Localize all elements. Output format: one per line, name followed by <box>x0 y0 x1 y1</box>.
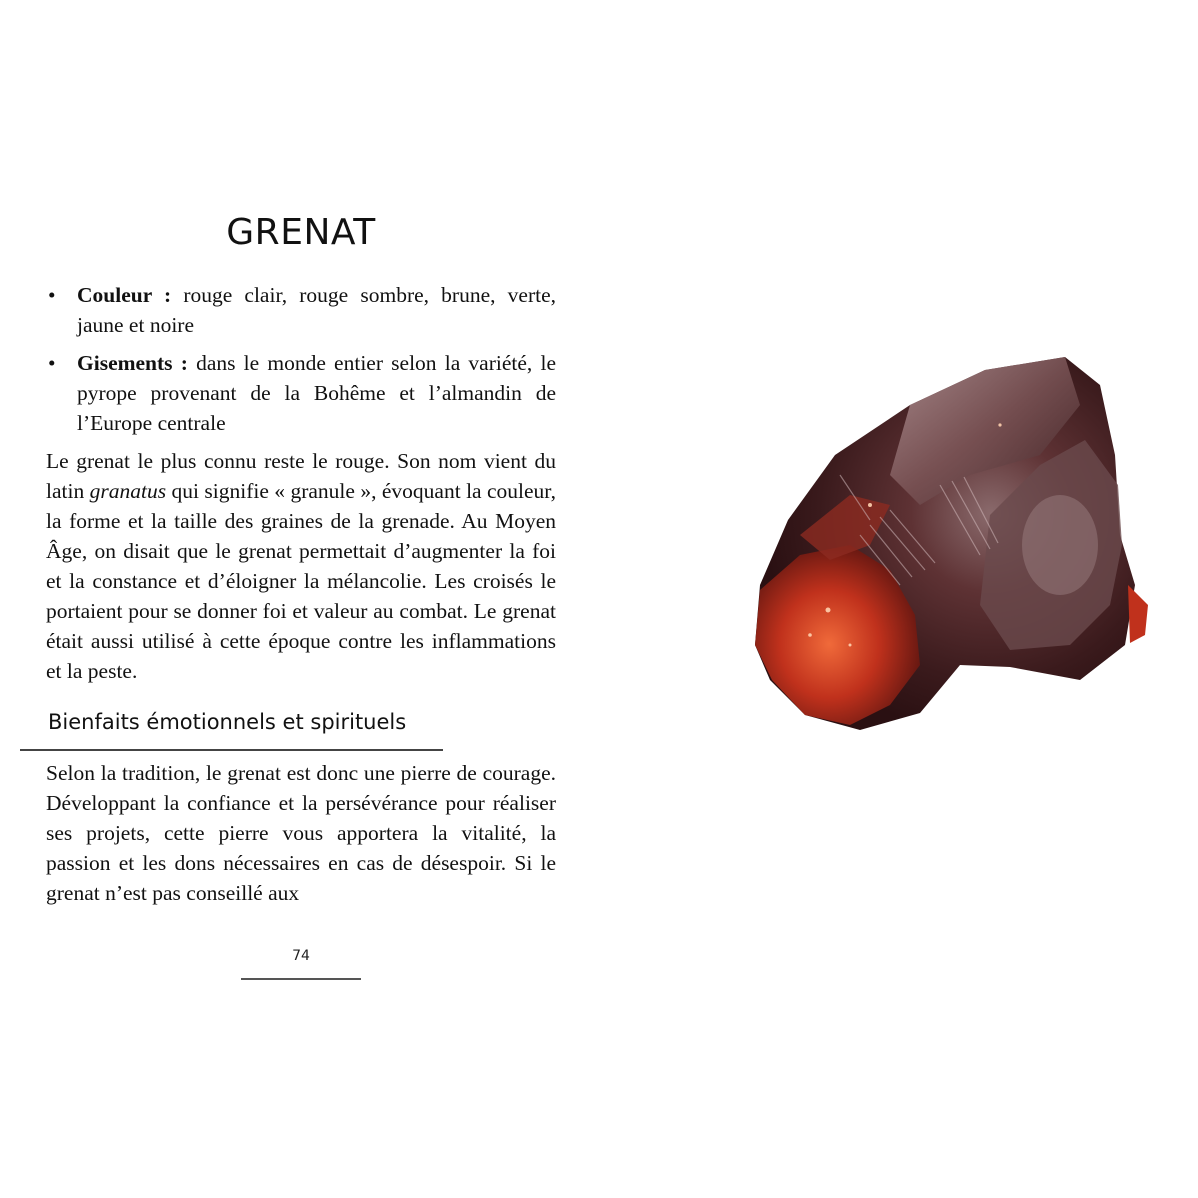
page-number-rule <box>241 978 361 980</box>
intro-paragraph <box>46 446 556 686</box>
bullet-list <box>46 280 556 446</box>
page-title: GRENAT <box>226 212 376 253</box>
bullet-marker: • <box>48 283 56 307</box>
gem-highlight <box>1022 495 1098 595</box>
bullet-text: rouge clair, rouge sombre, brune, verte, jaune et noire <box>77 283 556 337</box>
section-heading: Bienfaits émotionnels et spirituels <box>48 710 407 734</box>
intro-text-end: qui signifie « granule », évoquant la couleur, la forme et la taille des graines de la grenade. Au Moyen Âge, on disait que le grenat permettait d’augmenter la foi et la constance et d’éloigner la mélancolie. Les croisés le portaient pour se donner foi et valeur au combat. Le grenat était aussi utilisé à cette époque contre les inflammations et la peste. <box>46 479 556 683</box>
benefits-paragraph: Selon la tradition, le grenat est donc une pierre de courage. Développant la confiance et la persévérance pour réaliser ses projets, cette pierre vous apportera la vitalité, la passion et les dons nécessaires en cas de désespoir. Si le grenat n’est pas conseillé aux <box>46 761 556 905</box>
intro-text-start: Le grenat le plus connu reste le rouge. Son nom vient du latin <box>46 449 556 503</box>
page-number: 74 <box>292 948 310 964</box>
list-item <box>46 280 556 340</box>
list-item <box>46 348 556 438</box>
bullet-marker: • <box>48 351 56 375</box>
garnet-image <box>740 345 1160 745</box>
bullet-label: Gisements : <box>77 351 188 375</box>
bullet-text: dans le monde entier selon la variété, le pyrope provenant de la Bohême et l’almandin de l’Europe centrale <box>77 351 556 435</box>
latin-term: granatus <box>89 479 167 503</box>
gem-red-edge <box>1128 585 1148 643</box>
bullet-label: Couleur : <box>77 283 172 307</box>
section-divider <box>20 749 443 751</box>
